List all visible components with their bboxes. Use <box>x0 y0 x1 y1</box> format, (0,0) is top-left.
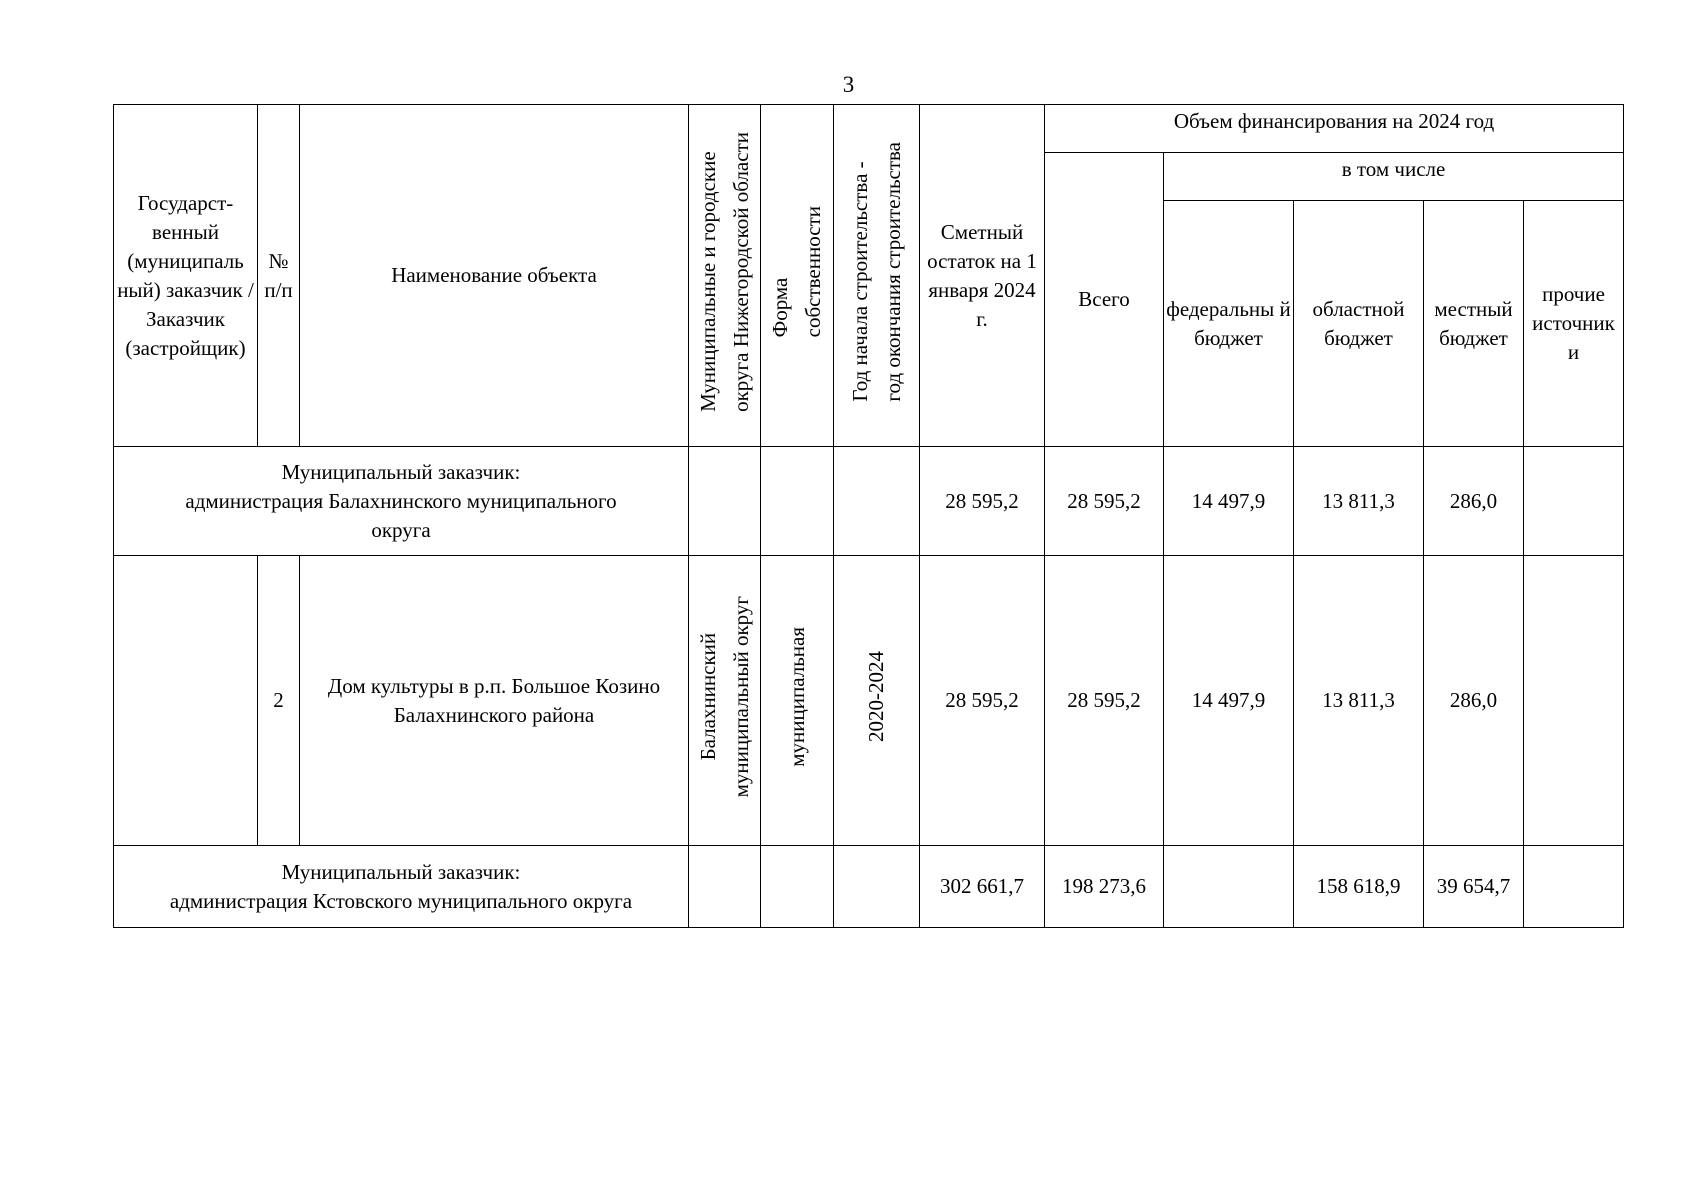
header-funding: Объем финансирования на 2024 год <box>1045 105 1624 153</box>
table-row <box>114 447 1624 556</box>
header-other: прочие источник и <box>1524 201 1624 447</box>
header-ownership-line2: собственности <box>801 205 825 338</box>
empty-cell <box>689 846 761 928</box>
empty-cell <box>761 447 834 556</box>
header-district <box>689 105 761 447</box>
total-cell: 198 273,6 <box>1045 846 1164 928</box>
header-federal: федеральны й бюджет <box>1164 201 1294 447</box>
other-cell <box>1524 556 1624 846</box>
customer-cell <box>114 447 689 556</box>
customer-line: округа <box>371 517 431 542</box>
empty-cell <box>761 846 834 928</box>
customer-line: Муниципальный заказчик: <box>281 859 521 884</box>
header-including: в том числе <box>1164 153 1624 201</box>
ownership-cell <box>761 556 834 846</box>
total-cell: 28 595,2 <box>1045 556 1164 846</box>
federal-cell: 14 497,9 <box>1164 447 1294 556</box>
local-cell: 286,0 <box>1424 447 1524 556</box>
header-years-line2: год окончания строительства <box>880 141 905 402</box>
regional-cell: 13 811,3 <box>1294 556 1424 846</box>
page-number: 3 <box>842 72 855 97</box>
estimate-cell: 302 661,7 <box>920 846 1045 928</box>
header-years-line1: Год начала строительства - <box>847 161 872 402</box>
estimate-cell: 28 595,2 <box>920 556 1045 846</box>
local-cell: 286,0 <box>1424 556 1524 846</box>
empty-cell <box>114 556 258 846</box>
federal-cell <box>1164 846 1294 928</box>
header-number: № п/п <box>258 105 300 447</box>
years-cell <box>834 556 920 846</box>
ownership-text: муниципальная <box>784 626 809 767</box>
district-line1: Балахнинский <box>695 632 720 761</box>
header-ownership <box>761 105 834 447</box>
customer-line: администрация Балахнинского муниципального <box>185 488 617 513</box>
district-cell <box>689 556 761 846</box>
number-cell: 2 <box>258 556 300 846</box>
table-row <box>114 846 1624 928</box>
local-cell: 39 654,7 <box>1424 846 1524 928</box>
empty-cell <box>834 447 920 556</box>
header-row <box>114 105 1624 153</box>
district-line2: муниципальный округ <box>728 595 753 798</box>
years-text: 2020-2024 <box>864 651 888 742</box>
header-regional: областной бюджет <box>1294 201 1424 447</box>
customer-line: Муниципальный заказчик: <box>281 459 521 484</box>
header-estimate: Сметный остаток на 1 января 2024 г. <box>920 105 1045 447</box>
empty-cell <box>689 447 761 556</box>
header-object-name: Наименование объекта <box>300 105 689 447</box>
header-years <box>834 105 920 447</box>
other-cell <box>1524 447 1624 556</box>
customer-cell <box>114 846 689 928</box>
empty-cell <box>834 846 920 928</box>
financing-table <box>113 104 1624 928</box>
regional-cell: 158 618,9 <box>1294 846 1424 928</box>
customer-line: администрация Кстовского муниципального округа <box>169 888 633 913</box>
header-customer: Государст-венный (муниципаль ный) заказчик / Заказчик (застройщик) <box>114 105 258 447</box>
header-local: местный бюджет <box>1424 201 1524 447</box>
header-district-line2: округа Нижегородской области <box>728 131 753 412</box>
other-cell <box>1524 846 1624 928</box>
header-district-line1: Муниципальные и городские <box>695 150 720 412</box>
header-ownership-line1: Форма <box>768 277 792 338</box>
estimate-cell: 28 595,2 <box>920 447 1045 556</box>
header-total: Всего <box>1045 153 1164 447</box>
regional-cell: 13 811,3 <box>1294 447 1424 556</box>
object-name-cell: Дом культуры в р.п. Большое Козино Балахнинского района <box>300 556 689 846</box>
table-row <box>114 556 1624 846</box>
federal-cell: 14 497,9 <box>1164 556 1294 846</box>
total-cell: 28 595,2 <box>1045 447 1164 556</box>
